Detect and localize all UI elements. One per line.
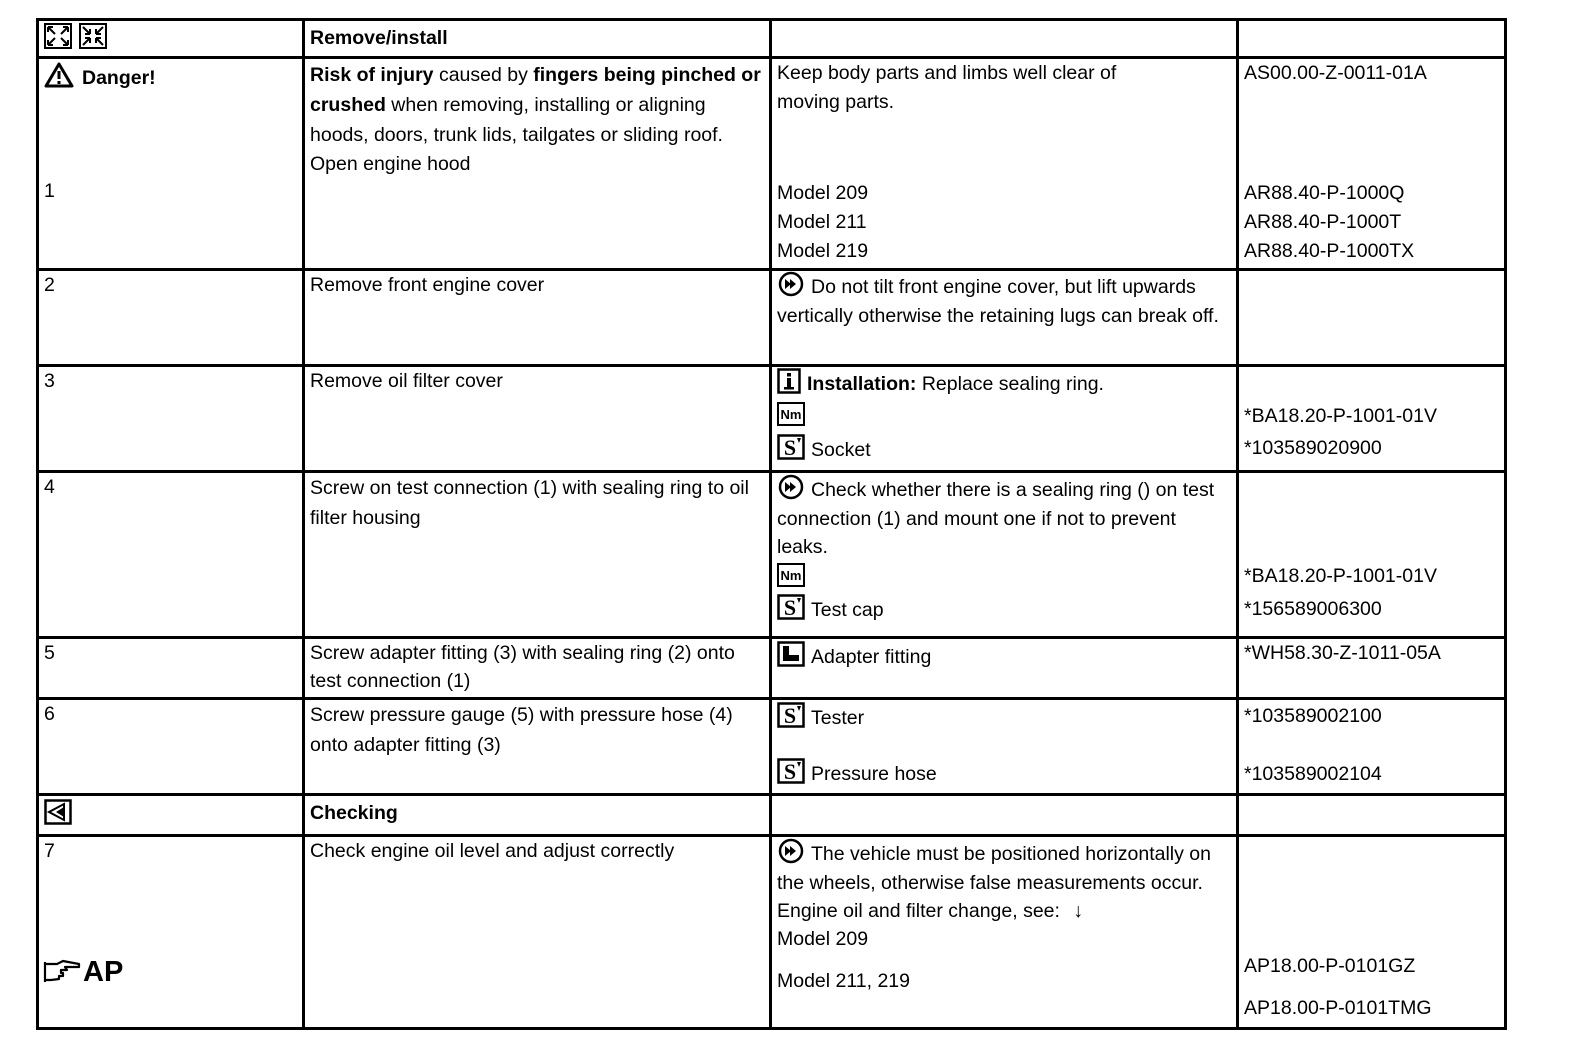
tool-line <box>777 757 1231 791</box>
step-action-cell <box>304 638 771 699</box>
info-icon <box>777 368 801 394</box>
doc-ref-link[interactable]: AP18.00-P-0101GZ <box>1244 955 1416 977</box>
step-number: 3 <box>44 370 55 392</box>
step-ref-cell <box>1238 366 1506 472</box>
procedure-table <box>36 18 1507 1030</box>
empty-cell <box>1238 270 1506 366</box>
caution-note: The vehicle must be positioned horizontally on the wheels, otherwise false measurements occur. <box>777 838 1231 897</box>
step-action-cell <box>304 836 771 1029</box>
tool-ref-link[interactable]: *103589020900 <box>1244 437 1382 459</box>
step-action: Screw on test connection (1) with sealing ring to oil filter housing <box>310 477 749 529</box>
step-number: 5 <box>44 642 55 664</box>
step-note-cell <box>771 472 1238 638</box>
step-num-cell <box>38 366 304 472</box>
model-ref-label: Model 209 <box>777 182 869 204</box>
tool-line <box>777 701 1231 735</box>
step-number: 4 <box>44 476 55 498</box>
torque-nm-icon <box>777 402 805 426</box>
special-tool-icon <box>777 758 805 784</box>
tool-line <box>777 432 1231 468</box>
step-num-cell <box>38 472 304 638</box>
ap-marker <box>43 955 123 992</box>
special-tool-icon <box>777 702 805 728</box>
step-row-4 <box>38 472 1506 638</box>
step-action: Screw pressure gauge (5) with pressure hose (4) onto adapter fitting (3) <box>310 704 733 756</box>
step-row-5 <box>38 638 1506 699</box>
step-note-cell <box>771 270 1238 366</box>
empty-cell <box>771 20 1238 58</box>
section-title <box>304 795 771 836</box>
tool-label: Test cap <box>811 598 884 621</box>
step-row-3 <box>38 366 1506 472</box>
collapse-icon <box>79 23 107 49</box>
svg-text:S: S <box>783 759 797 784</box>
step-note-cell <box>771 699 1238 795</box>
caution-arrow-icon <box>777 838 805 864</box>
step-num-cell <box>38 638 304 699</box>
model-ref-label: Model 209 <box>777 928 869 950</box>
torque-ref-link[interactable]: *BA18.20-P-1001-01V <box>1244 565 1437 587</box>
doc-ref-link[interactable]: AR88.40-P-1000TX <box>1244 240 1415 262</box>
step-row-6 <box>38 699 1506 795</box>
step-ref-cell <box>1238 638 1506 699</box>
installation-label: Installation: <box>807 373 917 395</box>
caution-arrow-icon <box>777 474 805 500</box>
torque-line <box>777 400 1231 432</box>
torque-nm-icon <box>777 563 805 587</box>
step-num-cell <box>38 270 304 366</box>
step-number: 6 <box>44 703 55 725</box>
empty-cell <box>771 795 1238 836</box>
pointing-hand-icon <box>43 958 81 984</box>
step-action-cell <box>304 58 771 270</box>
checking-title: Checking <box>310 802 398 824</box>
step-row-7 <box>38 836 1506 1029</box>
svg-text:S: S <box>783 594 797 620</box>
danger-label-line <box>44 62 297 93</box>
tool-ref-link[interactable]: *103589002104 <box>1244 763 1382 785</box>
svg-text:Nm: Nm <box>780 407 802 422</box>
section-header-row <box>38 20 1506 58</box>
step-action: Check engine oil level and adjust correctly <box>310 840 675 862</box>
step-ref-cell <box>1238 699 1506 795</box>
step-num-cell <box>38 699 304 795</box>
special-tool-icon <box>777 594 805 620</box>
section-icons-cell <box>38 20 304 58</box>
caution-arrow-icon <box>777 271 805 297</box>
svg-text:S: S <box>783 703 797 728</box>
see-line <box>777 897 1231 925</box>
empty-cell <box>1238 795 1506 836</box>
checking-icon <box>44 799 72 825</box>
tool-line <box>777 640 1231 674</box>
step-num-cell <box>38 836 304 1029</box>
step-action-cell <box>304 699 771 795</box>
step-number: 2 <box>44 274 55 296</box>
doc-ref-link[interactable]: AR88.40-P-1000T <box>1244 211 1402 233</box>
model-ref-label: Model 211 <box>777 211 867 233</box>
step-number: 1 <box>44 180 55 202</box>
danger-ref-link[interactable]: AS00.00-Z-0011-01A <box>1244 62 1427 84</box>
tool-ref-link[interactable]: *WH58.30-Z-1011-05A <box>1244 642 1441 664</box>
step-ref-cell <box>1238 836 1506 1029</box>
step-action: Screw adapter fitting (3) with sealing ring (2) onto test connection (1) <box>310 642 735 692</box>
danger-label: Danger! <box>82 67 156 89</box>
tool-label: Pressure hose <box>811 763 937 785</box>
tool-label: Adapter fitting <box>811 646 932 668</box>
step-action: Remove oil filter cover <box>310 370 503 392</box>
installation-note <box>777 368 1231 400</box>
tool-label: Tester <box>811 707 865 729</box>
caution-note: Do not tilt front engine cover, but lift upwards vertically otherwise the retaining lugs can break off. <box>777 271 1231 331</box>
special-tool-icon <box>777 434 805 460</box>
doc-ref-link[interactable]: AR88.40-P-1000Q <box>1244 182 1405 204</box>
tool-label: Socket <box>811 439 871 461</box>
step-ref-cell <box>1238 58 1506 270</box>
arrow-down-icon: ↓ <box>1073 900 1084 922</box>
step-row-danger <box>38 58 1506 270</box>
step-num-cell <box>38 58 304 270</box>
step-action-cell <box>304 366 771 472</box>
section-title <box>304 20 771 58</box>
checking-header-row <box>38 795 1506 836</box>
model-ref-label: Model 219 <box>777 240 869 262</box>
model-ref-label: Model 211, 219 <box>777 970 910 992</box>
step-action: Open engine hood <box>310 153 471 175</box>
svg-text:Nm: Nm <box>780 567 802 583</box>
step-note-cell <box>771 836 1238 1029</box>
step-action: Remove front engine cover <box>310 274 545 296</box>
step-number: 7 <box>44 840 55 862</box>
empty-cell <box>1238 20 1506 58</box>
section-title-text: Remove/install <box>310 27 448 49</box>
step-row-2 <box>38 270 1506 366</box>
caution-note: Check whether there is a sealing ring () on test connection (1) and mount one if not to prevent leaks. <box>777 474 1231 562</box>
adapter-fitting-icon <box>777 641 805 667</box>
danger-note: Keep body parts and limbs well clear of moving parts. <box>777 62 1117 113</box>
installation-text: Replace sealing ring. <box>921 373 1104 395</box>
torque-line <box>777 562 1231 592</box>
doc-ref-link[interactable]: AP18.00-P-0101TMG <box>1244 997 1432 1019</box>
procedure-table-frame <box>36 18 1504 1030</box>
step-action-cell <box>304 270 771 366</box>
warning-triangle-icon <box>44 62 74 88</box>
step-note-cell <box>771 638 1238 699</box>
expand-icon <box>44 23 72 49</box>
step-action-cell <box>304 472 771 638</box>
svg-text:S: S <box>783 435 797 460</box>
torque-ref-link[interactable]: *BA18.20-P-1001-01V <box>1244 405 1437 427</box>
ap-label: AP <box>83 956 124 988</box>
checking-icon-cell <box>38 795 304 836</box>
see-text: Engine oil and filter change, see: <box>777 900 1060 922</box>
step-ref-cell <box>1238 472 1506 638</box>
step-note-cell <box>771 58 1238 270</box>
step-note-cell <box>771 366 1238 472</box>
tool-ref-link[interactable]: *156589006300 <box>1244 598 1382 620</box>
tool-ref-link[interactable]: *103589002100 <box>1244 705 1382 727</box>
danger-text: Risk of injury caused by fingers being pinched or crushed when removing, installing or aligning hoods, doors, trunk lids, tailgates or sliding roof. <box>310 64 761 146</box>
tool-line <box>777 592 1231 628</box>
